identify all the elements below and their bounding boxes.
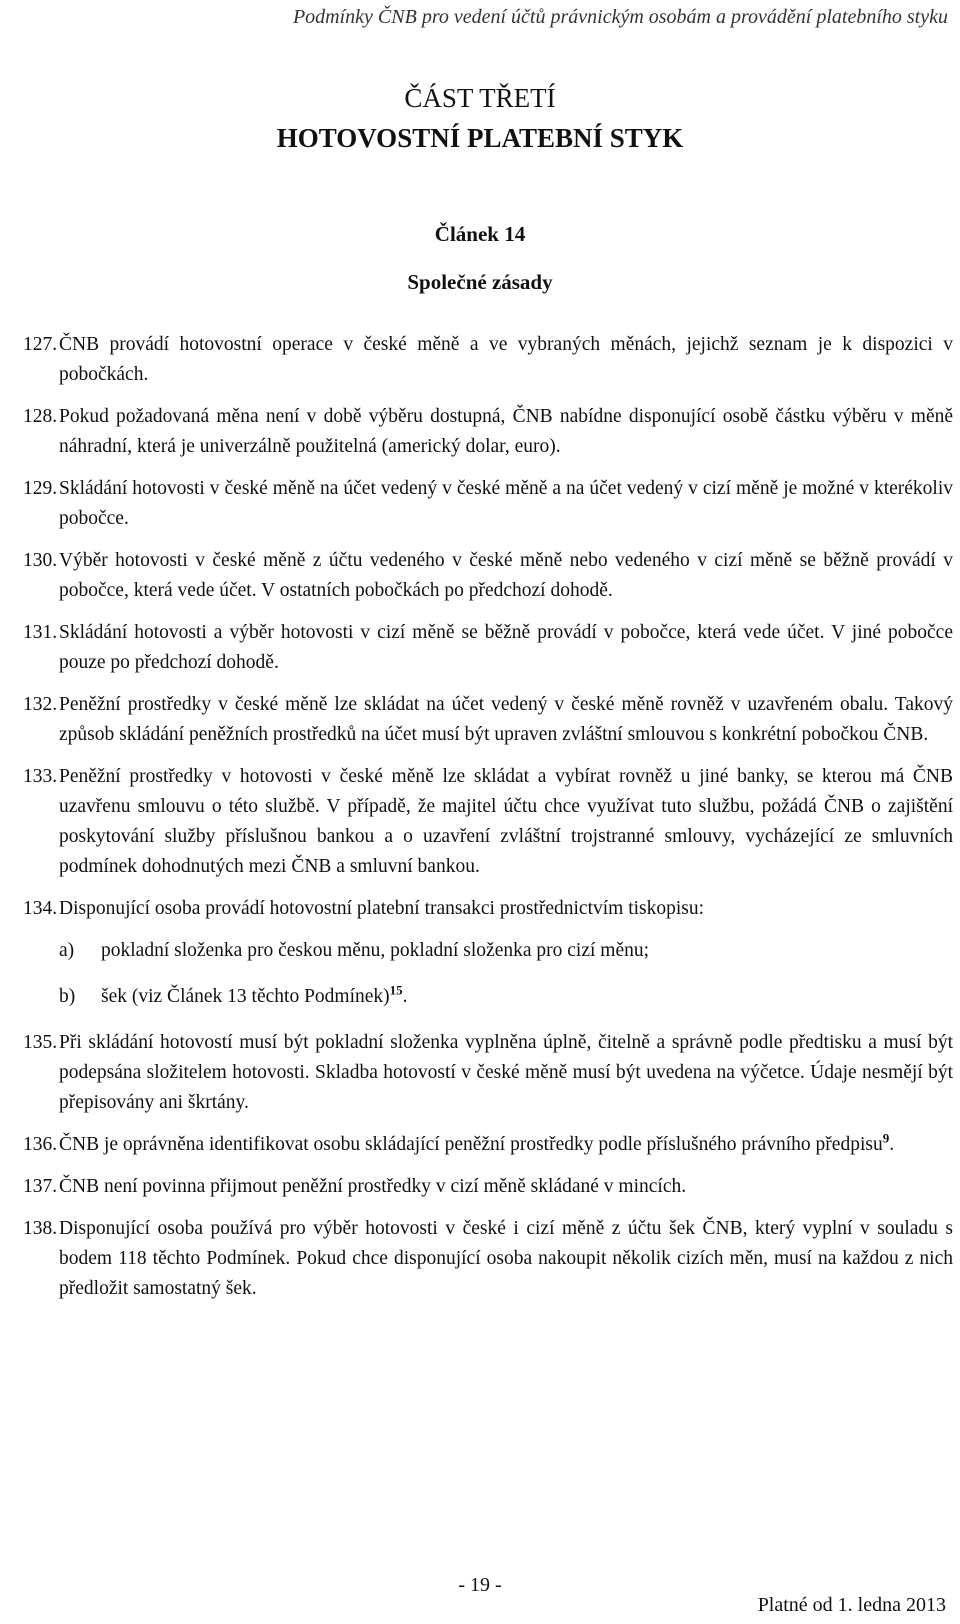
paragraph-text-body: ČNB je oprávněna identifikovat osobu skládající peněžní prostředky podle příslušného právního předpisu: [59, 1134, 883, 1155]
paragraph: [23, 330, 953, 390]
page-number: - 19 -: [458, 1574, 502, 1596]
paragraph-text: ČNB provádí hotovostní operace v české měně a ve vybraných měnách, jejichž seznam je k dispozici v pobočkách.: [59, 334, 953, 385]
article-title: Společné zásady: [407, 270, 553, 294]
footnote-ref: 9: [882, 1130, 890, 1146]
list-item: [59, 936, 953, 966]
paragraph-number: 138.: [23, 1218, 58, 1239]
paragraph-text: Disponující osoba používá pro výběr hotovosti v české i cizí měně z účtu šek ČNB, který vyplní v souladu s bodem 118 těchto Podmínek. Pokud chce disponující osoba nakoupit několik cizích měn, musí na každou z nich předložit samostatný šek.: [59, 1218, 953, 1299]
paragraph-text-end: .: [889, 1134, 895, 1155]
form-list: [59, 936, 953, 1012]
part-heading: [0, 78, 960, 158]
paragraph: [23, 402, 953, 462]
paragraph-text: Při skládání hotovostí musí být pokladní složenka vyplněna úplně, čitelně a správně podle předtisku a musí být podepsána složitelem hotovosti. Skladba hotovostí v české měně musí být uvedena na výčetce. Údaje nesmějí být přepisovány ani škrtány.: [59, 1032, 953, 1113]
paragraph: [23, 894, 953, 1012]
paragraph-text: [59, 1130, 953, 1160]
list-item-end: .: [402, 986, 408, 1007]
paragraph: [23, 1028, 953, 1118]
paragraph: [23, 474, 953, 534]
paragraph-number: 130.: [23, 550, 58, 571]
paragraph: [23, 762, 953, 882]
paragraph-number: 134.: [23, 898, 58, 919]
running-header: Podmínky ČNB pro vedení účtů právnickým osobám a provádění platebního styku: [292, 6, 948, 28]
part-title: HOTOVOSTNÍ PLATEBNÍ STYK: [276, 123, 684, 153]
paragraph: [23, 1214, 953, 1304]
validity-note: Platné od 1. ledna 2013: [757, 1594, 946, 1616]
list-item: [59, 982, 953, 1012]
paragraph-text: Pokud požadovaná měna není v době výběru dostupná, ČNB nabídne disponující osobě částku výběru v měně náhradní, která je univerzálně použitelná (americký dolar, euro).: [59, 406, 953, 457]
paragraph-number: 135.: [23, 1032, 58, 1053]
paragraph-number: 136.: [23, 1134, 58, 1155]
article-label: Článek 14: [434, 222, 526, 246]
paragraph-list: [23, 330, 953, 1316]
paragraph-number: 133.: [23, 766, 58, 787]
list-item-text: šek (viz Článek 13 těchto Podmínek): [101, 986, 390, 1007]
paragraph-number: 137.: [23, 1176, 58, 1197]
paragraph: [23, 1172, 953, 1202]
paragraph-number: 127.: [23, 334, 58, 355]
paragraph-text: Peněžní prostředky v české měně lze skládat na účet vedený v české měně rovněž v uzavřeném obalu. Takový způsob skládání peněžních prostředků na účet musí být upraven zvláštní smlouvou s konkrétní pobočkou ČNB.: [59, 694, 953, 745]
paragraph-text: Disponující osoba provádí hotovostní platební transakci prostřednictvím tiskopisu:: [59, 898, 705, 919]
article-heading: [0, 210, 960, 306]
paragraph-number: 129.: [23, 478, 58, 499]
footnote-ref: 15: [389, 982, 403, 998]
paragraph-text: Výběr hotovosti v české měně z účtu vedeného v české měně nebo vedeného v cizí měně se běžně provádí v pobočce, která vede účet. V ostatních pobočkách po předchozí dohodě.: [59, 550, 953, 601]
paragraph-text: Peněžní prostředky v hotovosti v české měně lze skládat a vybírat rovněž u jiné banky, se kterou má ČNB uzavřenu smlouvu o této službě. V případě, že majitel účtu chce využívat tuto službu, požádá ČNB o zajištění poskytování služby příslušnou bankou a o uzavření zvláštní trojstranné smlouvy, vycházející ze smluvních podmínek dohodnutých mezi ČNB a smluvní bankou.: [59, 766, 953, 877]
paragraph: [23, 690, 953, 750]
part-label: ČÁST TŘETÍ: [404, 83, 556, 113]
paragraph-number: 131.: [23, 622, 58, 643]
list-item-letter: b): [59, 986, 76, 1007]
paragraph-number: 128.: [23, 406, 58, 427]
list-item-letter: a): [59, 940, 75, 961]
list-item-text: pokladní složenka pro českou měnu, pokladní složenka pro cizí měnu;: [101, 940, 650, 961]
paragraph: [23, 618, 953, 678]
paragraph-text: Skládání hotovosti a výběr hotovosti v cizí měně se běžně provádí v pobočce, která vede účet. V jiné pobočce pouze po předchozí dohodě.: [59, 622, 953, 673]
paragraph: [23, 1130, 953, 1160]
paragraph-number: 132.: [23, 694, 58, 715]
paragraph: [23, 546, 953, 606]
paragraph-text: Skládání hotovosti v české měně na účet vedený v české měně a na účet vedený v cizí měně je možné v kterékoliv pobočce.: [59, 478, 953, 529]
paragraph-text: ČNB není povinna přijmout peněžní prostředky v cizí měně skládané v mincích.: [59, 1176, 687, 1197]
